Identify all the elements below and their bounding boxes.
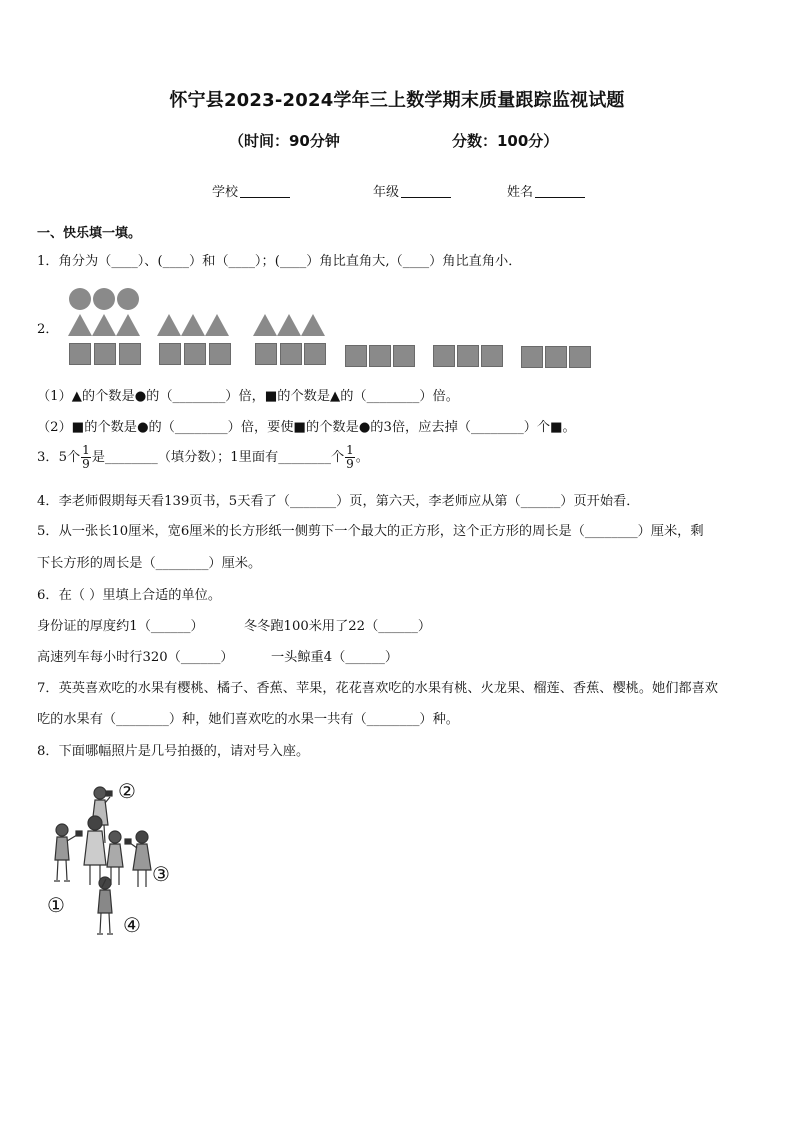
fraction: [345, 444, 355, 471]
question-6: 6．在（ ）里填上合适的单位。: [37, 588, 222, 603]
triangle-shape: [116, 314, 140, 336]
name-label: 姓名: [507, 185, 534, 200]
square-shape: [545, 346, 567, 368]
question-3-text-a: 3．5个: [37, 450, 81, 465]
circle-shape: [93, 288, 115, 310]
child-figure: [97, 877, 113, 934]
circle-shape: [117, 288, 139, 310]
grade-field[interactable]: [373, 181, 451, 200]
question-6-item-a: 身份证的厚度约1（______）: [37, 619, 204, 634]
square-shape: [280, 343, 302, 365]
fraction-numerator: 1: [82, 443, 90, 457]
square-shape: [369, 345, 391, 367]
square-shape: [521, 346, 543, 368]
square-shape: [345, 345, 367, 367]
school-label: 学校: [212, 185, 239, 200]
photo-label-3: ③: [152, 862, 170, 886]
question-2-part-1: （1）▲的个数是●的（________）倍，■的个数是▲的（________）倍。: [37, 389, 459, 404]
triangle-shape: [92, 314, 116, 336]
square-shape: [457, 345, 479, 367]
school-blank[interactable]: [240, 184, 290, 198]
question-3-text-b: 是________（填分数）；1里面有________个: [91, 450, 345, 465]
triangle-shape: [68, 314, 92, 336]
square-shape: [119, 343, 141, 365]
child-figure: [107, 831, 123, 885]
question-5-line-2: 下长方形的周长是（________）厘米。: [37, 556, 262, 571]
square-shape: [184, 343, 206, 365]
child-figure: [125, 831, 151, 887]
square-shape: [569, 346, 591, 368]
triangle-shape: [157, 314, 181, 336]
time-label: （时间：90分钟: [229, 132, 340, 150]
square-shape: [69, 343, 91, 365]
question-2-part-2: （2）■的个数是●的（________）倍，要使■的个数是●的3倍，应去掉（________）个■。: [37, 420, 576, 435]
fraction: [81, 444, 91, 471]
score-label: 分数：100分）: [452, 132, 559, 150]
section-heading: 一、快乐填一填。: [37, 226, 142, 241]
circle-shape: [69, 288, 91, 310]
question-3: [37, 444, 369, 471]
fraction-denominator: 9: [346, 457, 354, 471]
photo-label-1: ①: [47, 893, 65, 917]
fraction-denominator: 9: [82, 457, 90, 471]
fraction-numerator: 1: [346, 443, 354, 457]
grade-blank[interactable]: [401, 184, 451, 198]
grade-label: 年级: [373, 185, 400, 200]
triangle-shape: [205, 314, 229, 336]
child-figure: [54, 824, 82, 881]
question-6-item-d: 一头鲸重4（______）: [271, 650, 399, 665]
triangle-shape: [253, 314, 277, 336]
question-5-line-1: 5．从一张长10厘米，宽6厘米的长方形纸一侧剪下一个最大的正方形，这个正方形的周长是（________）厘米，剩: [37, 524, 704, 539]
square-shape: [159, 343, 181, 365]
page-title: 怀宁县2023-2024学年三上数学期末质量跟踪监视试题: [169, 90, 625, 111]
question-8: 8．下面哪幅照片是几号拍摄的，请对号入座。: [37, 744, 310, 759]
school-field[interactable]: [212, 181, 290, 200]
photo-label-2: ②: [118, 779, 136, 803]
question-6-item-c: 高速列车每小时行320（______）: [37, 650, 234, 665]
photo-label-4: ④: [123, 913, 141, 937]
question-2-number: 2．: [37, 322, 59, 337]
square-shape: [94, 343, 116, 365]
square-shape: [209, 343, 231, 365]
question-4: 4．李老师假期每天看139页书，5天看了（_______）页，第六天，李老师应从第（______）页开始看．: [37, 494, 640, 509]
square-shape: [393, 345, 415, 367]
child-figure: [84, 816, 106, 885]
question-6-item-b: 冬冬跑100米用了22（______）: [244, 619, 432, 634]
triangle-shape: [181, 314, 205, 336]
question-1: 1．角分为（____）、(____）和（____）；(____）角比直角大,（____）角比直角小．: [37, 254, 522, 269]
name-field[interactable]: [507, 181, 585, 200]
name-blank[interactable]: [535, 184, 585, 198]
square-shape: [481, 345, 503, 367]
square-shape: [433, 345, 455, 367]
question-7-line-1: 7．英英喜欢吃的水果有樱桃、橘子、香蕉、苹果，花花喜欢吃的水果有桃、火龙果、榴莲、香蕉、樱桃。她们都喜欢: [37, 681, 718, 696]
question-3-text-c: 。: [355, 450, 369, 465]
triangle-shape: [277, 314, 301, 336]
children-photo-illustration: [40, 775, 190, 945]
triangle-shape: [301, 314, 325, 336]
square-shape: [304, 343, 326, 365]
square-shape: [255, 343, 277, 365]
question-7-line-2: 吃的水果有（________）种，她们喜欢吃的水果一共有（________）种。: [37, 712, 459, 727]
